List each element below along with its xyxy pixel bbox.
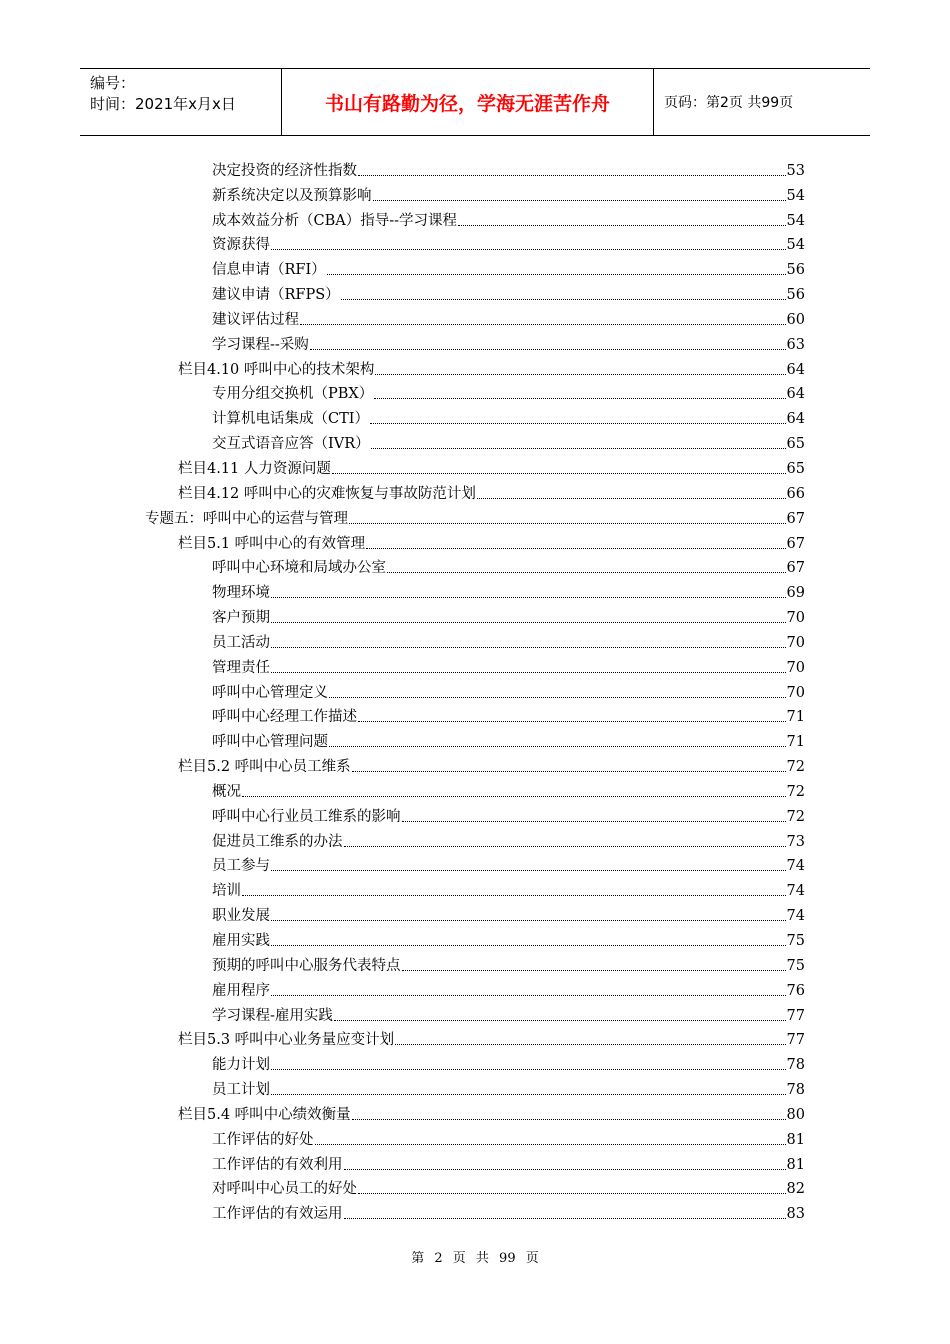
toc-entry-title: 对呼叫中心员工的好处 <box>212 1181 357 1198</box>
toc-entry-title: 呼叫中心管理定义 <box>212 684 328 701</box>
toc-entry-page: 72 <box>786 759 805 776</box>
toc-entry-page: 83 <box>786 1206 805 1223</box>
toc-dot-leader <box>366 548 785 549</box>
toc-dot-leader <box>329 746 786 747</box>
toc-entry-line <box>212 1007 805 1025</box>
toc-dot-leader <box>358 1193 786 1194</box>
toc-entry-page: 56 <box>786 287 805 304</box>
toc-entry[interactable] <box>0 580 950 605</box>
toc-entry-title: 管理责任 <box>212 659 270 676</box>
toc-entry-line <box>212 187 805 205</box>
toc-entry-title: 雇用程序 <box>212 982 270 999</box>
toc-entry-page: 72 <box>786 808 805 825</box>
toc-entry-line <box>178 460 805 478</box>
toc-entry-line <box>212 385 805 403</box>
toc-entry-title: 呼叫中心行业员工维系的影响 <box>212 808 401 825</box>
toc-dot-leader <box>370 423 786 424</box>
toc-entry-line <box>212 435 805 453</box>
toc-entry-title: 栏目4.10 呼叫中心的技术架构 <box>178 361 375 378</box>
toc-dot-leader <box>310 349 786 350</box>
toc-entry-line <box>212 212 805 230</box>
toc-entry-title: 能力计划 <box>212 1057 270 1074</box>
toc-entry[interactable] <box>0 1077 950 1102</box>
toc-entry-page: 54 <box>786 237 805 254</box>
toc-entry-title: 栏目5.3 呼叫中心业务量应变计划 <box>178 1032 395 1049</box>
toc-entry[interactable] <box>0 332 950 357</box>
toc-entry[interactable] <box>0 928 950 953</box>
toc-entry-page: 54 <box>786 187 805 204</box>
toc-entry-page: 72 <box>786 783 805 800</box>
toc-entry-page: 71 <box>786 734 805 751</box>
toc-entry-line <box>178 485 805 503</box>
toc-entry[interactable] <box>0 680 950 705</box>
toc-entry-title: 资源获得 <box>212 237 270 254</box>
toc-dot-leader <box>344 1218 786 1219</box>
toc-dot-leader <box>477 498 786 499</box>
toc-entry-title: 专用分组交换机（PBX） <box>212 386 374 403</box>
toc-entry-title: 栏目4.11 人力资源问题 <box>178 460 331 477</box>
toc-dot-leader <box>374 398 785 399</box>
toc-entry-line <box>212 783 805 801</box>
toc-entry-line <box>212 1056 805 1074</box>
toc-entry-title: 栏目4.12 呼叫中心的灾难恢复与事故防范计划 <box>178 485 476 502</box>
toc-dot-leader <box>334 1020 786 1021</box>
toc-entry-title: 预期的呼叫中心服务代表特点 <box>212 957 401 974</box>
toc-dot-leader <box>387 572 786 573</box>
toc-dot-leader <box>271 672 786 673</box>
toc-entry-page: 77 <box>786 1007 805 1024</box>
toc-entry-title: 建议评估过程 <box>212 311 299 328</box>
toc-dot-leader <box>458 225 786 226</box>
toc-entry-page: 60 <box>786 311 805 328</box>
toc-entry[interactable] <box>0 282 950 307</box>
toc-entry[interactable] <box>0 531 950 556</box>
toc-entry-title: 专题五：呼叫中心的运营与管理 <box>145 510 348 527</box>
toc-dot-leader <box>271 622 786 623</box>
toc-dot-leader <box>358 175 786 176</box>
toc-entry-page: 64 <box>786 411 805 428</box>
toc-dot-leader <box>327 274 786 275</box>
toc-entry-title: 工作评估的好处 <box>212 1131 314 1148</box>
toc-entry[interactable] <box>0 605 950 630</box>
toc-entry-line <box>212 882 805 900</box>
toc-entry[interactable] <box>0 1127 950 1152</box>
toc-entry-page: 54 <box>786 212 805 229</box>
toc-dot-leader <box>271 870 786 871</box>
toc-entry[interactable] <box>0 779 950 804</box>
toc-entry-page: 78 <box>786 1057 805 1074</box>
toc-dot-leader <box>315 1144 786 1145</box>
toc-entry[interactable] <box>0 854 950 879</box>
toc-entry-title: 栏目5.2 呼叫中心员工维系 <box>178 759 351 776</box>
toc-entry-line <box>212 684 805 702</box>
toc-dot-leader <box>271 920 786 921</box>
toc-entry[interactable] <box>0 406 950 431</box>
toc-entry-line <box>212 708 805 726</box>
toc-entry-page: 73 <box>786 833 805 850</box>
toc-entry[interactable] <box>0 630 950 655</box>
toc-entry[interactable] <box>0 233 950 258</box>
toc-entry-page: 67 <box>786 560 805 577</box>
toc-dot-leader <box>271 945 786 946</box>
toc-entry-line <box>212 410 805 428</box>
toc-dot-leader <box>329 697 786 698</box>
toc-entry-page: 67 <box>786 510 805 527</box>
toc-dot-leader <box>352 771 786 772</box>
document-time-label: 时间：2021年x月x日 <box>90 95 236 113</box>
toc-entry-page: 70 <box>786 684 805 701</box>
toc-dot-leader <box>344 1169 786 1170</box>
toc-entry-line <box>212 857 805 875</box>
toc-entry-title: 栏目5.4 呼叫中心绩效衡量 <box>178 1106 351 1123</box>
toc-entry-page: 67 <box>786 535 805 552</box>
toc-entry[interactable] <box>0 804 950 829</box>
toc-entry-page: 81 <box>786 1156 805 1173</box>
toc-entry-line <box>212 808 805 826</box>
toc-entry-title: 学习课程-雇用实践 <box>212 1007 333 1024</box>
toc-entry-title: 呼叫中心管理问题 <box>212 734 328 751</box>
toc-entry[interactable] <box>0 456 950 481</box>
toc-entry-page: 64 <box>786 386 805 403</box>
toc-dot-leader <box>332 473 786 474</box>
toc-entry[interactable] <box>0 978 950 1003</box>
toc-dot-leader <box>373 200 786 201</box>
toc-entry[interactable] <box>0 382 950 407</box>
toc-entry[interactable] <box>0 1102 950 1127</box>
toc-entry[interactable] <box>0 158 950 183</box>
toc-entry-title: 信息申请（RFI） <box>212 262 326 279</box>
toc-entry-line <box>178 1106 805 1124</box>
toc-dot-leader <box>271 1069 786 1070</box>
toc-entry-title: 客户预期 <box>212 610 270 627</box>
toc-entry-line <box>212 907 805 925</box>
toc-entry-title: 成本效益分析（CBA）指导--学习课程 <box>212 212 458 229</box>
table-of-contents <box>0 158 950 1226</box>
toc-entry[interactable] <box>0 208 950 233</box>
toc-entry[interactable] <box>0 556 950 581</box>
toc-entry-page: 74 <box>786 883 805 900</box>
toc-dot-leader <box>271 647 786 648</box>
toc-entry[interactable] <box>0 1003 950 1028</box>
toc-entry-title: 员工计划 <box>212 1082 270 1099</box>
toc-dot-leader <box>242 895 786 896</box>
toc-entry-title: 职业发展 <box>212 908 270 925</box>
toc-entry-line <box>212 336 805 354</box>
toc-entry-line <box>212 833 805 851</box>
toc-entry-page: 77 <box>786 1032 805 1049</box>
toc-entry[interactable] <box>0 1201 950 1226</box>
toc-entry[interactable] <box>0 953 950 978</box>
toc-entry[interactable] <box>0 431 950 456</box>
toc-entry[interactable] <box>0 829 950 854</box>
toc-entry-page: 71 <box>786 709 805 726</box>
toc-entry-line <box>212 1131 805 1149</box>
toc-dot-leader <box>271 597 786 598</box>
toc-entry-title: 促进员工维系的办法 <box>212 833 343 850</box>
toc-dot-leader <box>349 523 786 524</box>
toc-dot-leader <box>271 995 786 996</box>
header-meta <box>80 69 282 135</box>
toc-entry-line <box>212 982 805 1000</box>
toc-entry-page: 70 <box>786 659 805 676</box>
header-motto: 书山有路勤为径，学海无涯苦作舟 <box>282 69 654 135</box>
toc-dot-leader <box>344 846 786 847</box>
toc-entry-title: 新系统决定以及预算影响 <box>212 187 372 204</box>
toc-entry-page: 76 <box>786 982 805 999</box>
toc-entry[interactable] <box>0 307 950 332</box>
toc-entry-title: 呼叫中心经理工作描述 <box>212 709 357 726</box>
toc-entry[interactable] <box>0 705 950 730</box>
toc-entry-page: 82 <box>786 1181 805 1198</box>
toc-entry-page: 53 <box>786 162 805 179</box>
toc-entry[interactable] <box>0 1177 950 1202</box>
toc-dot-leader <box>300 324 786 325</box>
toc-entry-title: 建议申请（RFPS） <box>212 287 340 304</box>
page-footer: 第 2 页 共 99 页 <box>411 1251 539 1266</box>
toc-entry-title: 决定投资的经济性指数 <box>212 162 357 179</box>
toc-entry-line <box>212 957 805 975</box>
toc-entry-line <box>212 162 805 180</box>
toc-entry-page: 65 <box>786 436 805 453</box>
toc-dot-leader <box>371 448 786 449</box>
page-header <box>80 68 870 136</box>
toc-entry-page: 81 <box>786 1131 805 1148</box>
document-number-label: 编号： <box>90 74 136 92</box>
toc-entry-title: 概况 <box>212 783 241 800</box>
toc-entry-line <box>212 1180 805 1198</box>
toc-entry-line <box>212 559 805 577</box>
toc-entry-line <box>212 733 805 751</box>
toc-entry[interactable] <box>0 754 950 779</box>
toc-entry[interactable] <box>0 183 950 208</box>
toc-entry[interactable] <box>0 878 950 903</box>
toc-entry[interactable] <box>0 729 950 754</box>
toc-entry-title: 呼叫中心环境和局域办公室 <box>212 560 386 577</box>
toc-entry-line <box>212 261 805 279</box>
toc-entry[interactable] <box>0 655 950 680</box>
toc-dot-leader <box>375 374 785 375</box>
toc-entry-line <box>212 236 805 254</box>
toc-entry-line <box>178 1031 805 1049</box>
toc-entry-title: 雇用实践 <box>212 933 270 949</box>
toc-entry-title: 栏目5.1 呼叫中心的有效管理 <box>178 535 366 552</box>
toc-entry-line <box>178 535 805 553</box>
toc-entry-title: 计算机电话集成（CTI） <box>212 411 369 428</box>
toc-entry-page: 64 <box>786 361 805 378</box>
toc-entry[interactable] <box>0 257 950 282</box>
toc-entry[interactable] <box>0 1152 950 1177</box>
toc-entry-page: 75 <box>786 933 805 949</box>
toc-entry-line <box>145 510 805 528</box>
toc-dot-leader <box>271 1094 786 1095</box>
toc-entry-page: 70 <box>786 634 805 651</box>
toc-entry[interactable] <box>0 506 950 531</box>
toc-entry-line <box>212 932 805 950</box>
toc-entry-page: 78 <box>786 1082 805 1099</box>
toc-entry-title: 员工参与 <box>212 858 270 875</box>
toc-entry-page: 66 <box>786 485 805 502</box>
toc-entry-title: 物理环境 <box>212 585 270 602</box>
toc-entry-page: 75 <box>786 957 805 974</box>
toc-entry-line <box>212 1156 805 1174</box>
toc-entry-line <box>178 361 805 379</box>
toc-entry-line <box>212 634 805 652</box>
toc-entry-page: 65 <box>786 460 805 477</box>
toc-entry-line <box>212 311 805 329</box>
toc-dot-leader <box>358 721 786 722</box>
toc-entry-page: 63 <box>786 336 805 353</box>
toc-entry[interactable] <box>0 357 950 382</box>
toc-entry-title: 工作评估的有效运用 <box>212 1206 343 1223</box>
toc-entry-page: 69 <box>786 585 805 602</box>
toc-entry-title: 工作评估的有效利用 <box>212 1156 343 1173</box>
toc-entry-line <box>212 286 805 304</box>
toc-dot-leader <box>402 821 786 822</box>
toc-entry-line <box>212 1081 805 1099</box>
toc-dot-leader <box>395 1044 785 1045</box>
toc-entry-title: 学习课程--采购 <box>212 336 309 353</box>
toc-entry-page: 56 <box>786 262 805 279</box>
toc-entry-line <box>178 758 805 776</box>
toc-entry-line <box>212 659 805 677</box>
toc-entry[interactable] <box>0 481 950 506</box>
toc-entry[interactable] <box>0 1052 950 1077</box>
toc-dot-leader <box>341 299 786 300</box>
toc-dot-leader <box>242 796 786 797</box>
toc-entry-page: 74 <box>786 858 805 875</box>
toc-dot-leader <box>352 1119 786 1120</box>
toc-entry-line <box>212 584 805 602</box>
toc-dot-leader <box>402 970 786 971</box>
toc-entry-page: 70 <box>786 610 805 627</box>
toc-entry-line <box>212 609 805 627</box>
toc-entry[interactable] <box>0 1028 950 1053</box>
toc-entry-page: 80 <box>786 1106 805 1123</box>
toc-entry-page: 74 <box>786 908 805 925</box>
toc-entry-line <box>212 1205 805 1223</box>
toc-dot-leader <box>271 249 786 250</box>
toc-entry[interactable] <box>0 903 950 928</box>
toc-entry-title: 员工活动 <box>212 634 270 651</box>
header-page-info: 页码：第2页 共99页 <box>664 95 794 111</box>
toc-entry-title: 交互式语音应答（IVR） <box>212 436 370 453</box>
toc-entry-title: 培训 <box>212 883 241 900</box>
